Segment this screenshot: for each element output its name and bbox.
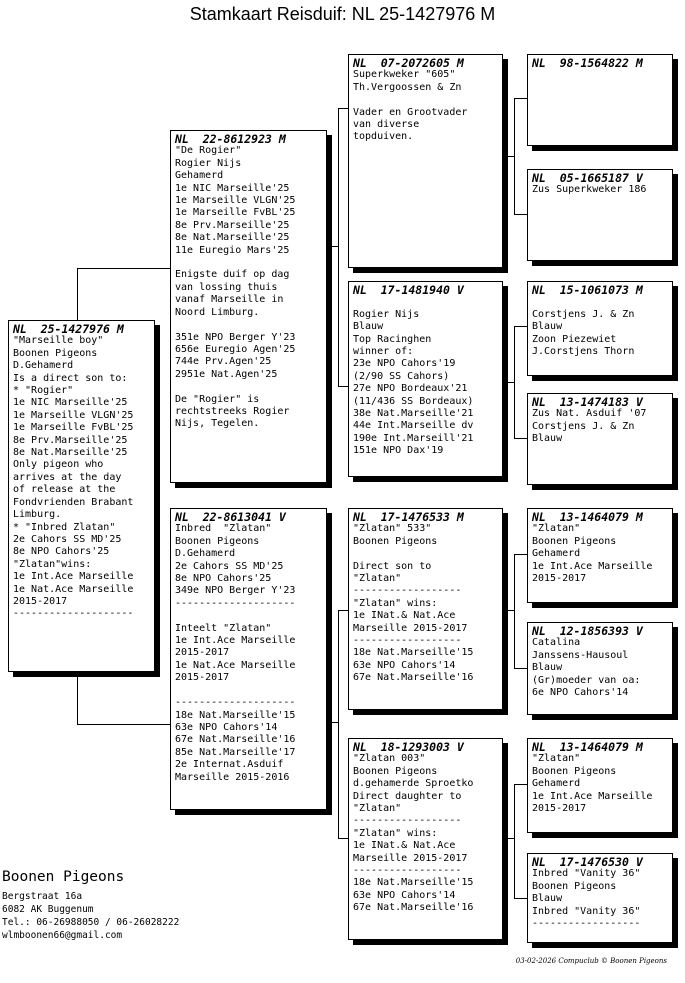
- connector-line: [514, 668, 527, 669]
- connector-line: [514, 784, 527, 785]
- ring-number: NL 05-1665187 V: [532, 171, 643, 185]
- ring-number: NL 12-1856393 V: [532, 624, 643, 638]
- ring-number: NL 13-1474183 V: [532, 395, 643, 409]
- pigeon-details: "Zlatan" 533" Boonen Pigeons Direct son to "Zlatan" ------------------ "Zlatan" wins: 1e INat.& Nat.Ace Marseille 2015-2017 ------------------ 18e Nat.Marseille'15 63e NPO Cahors'14 67e Nat.Marseille'16: [353, 523, 474, 684]
- ring-number: NL 13-1464079 M: [532, 510, 643, 524]
- pigeon-details: Zus Superkweker 186: [532, 184, 647, 196]
- connector-line: [77, 672, 78, 724]
- connector-line: [514, 554, 515, 668]
- pigeon-details: Corstjens J. & Zn Blauw Zoon Piezewiet J.Corstjens Thorn: [532, 308, 635, 358]
- great-grandparent-card: [527, 738, 673, 833]
- print-stamp: 03-02-2026 Compuclub © Boonen Pigeons: [515, 957, 667, 965]
- mother-card: [170, 508, 327, 810]
- connector-line: [77, 724, 170, 725]
- ring-number: NL 18-1293003 V: [353, 740, 464, 754]
- address-city: 6082 AK Buggenum: [2, 904, 94, 915]
- connector-line: [327, 722, 338, 723]
- grandmother-maternal-card: [348, 738, 503, 940]
- pigeon-details: "Marseille boy" Boonen Pigeons D.Gehamerd Is a direct son to: * "Rogier" 1e NIC Marseille'25 1e Marseille VLGN'25 1e Marseille FvBL'25 8e Prv.Marseille'25 8e Nat.Marseille'25 Only pigeon who arrives at the day of release at the Fondvrienden Brabant Limburg. * "Inbred Zlatan" 2e Cahors SS MD'25 8e NPO Cahors'25 "Zlatan"wins: 1e Int.Ace Marseille 1e Nat.Ace Marseille 2015-2017 --------------------: [13, 335, 134, 620]
- ring-number: NL 25-1427976 M: [13, 322, 124, 336]
- page-title: Stamkaart Reisduif: NL 25-1427976 M: [189, 4, 496, 24]
- ring-number: NL 17-1481940 V: [353, 283, 464, 297]
- address-street: Bergstraat 16a: [2, 891, 83, 902]
- breeder-name: Boonen Pigeons: [2, 869, 125, 885]
- great-grandparent-card: [527, 853, 673, 943]
- connector-line: [338, 108, 348, 109]
- connector-line: [514, 98, 515, 214]
- connector-line: [514, 98, 527, 99]
- pigeon-details: Zus Nat. Asduif '07 Corstjens J. & Zn Blauw: [532, 408, 647, 445]
- connector-line: [514, 326, 527, 327]
- pigeon-details: Inbred "Zlatan" Boonen Pigeons D.Gehamerd 2e Cahors SS MD'25 8e NPO Cahors'25 349e NPO Berger Y'23 -------------------- Inteelt "Zlatan" 1e Int.Ace Marseille 2015-2017 1e Nat.Ace Marseille 2015-2017 -------------------- 18e Nat.Marseille'15 63e NPO Cahors'14 67e Nat.Marseille'16 85e Nat.Marseille'17 2e Internat.Asduif Marseille 2015-2016: [175, 523, 296, 783]
- connector-line: [77, 268, 78, 320]
- great-grandparent-card: [527, 281, 673, 376]
- connector-line: [503, 156, 514, 157]
- connector-line: [338, 838, 348, 839]
- connector-line: [503, 382, 514, 383]
- pigeon-details: "Zlatan 003" Boonen Pigeons d.gehamerde Sproetko Direct daughter to "Zlatan" ------------------ "Zlatan" wins: 1e INat.& Nat.Ace Marseille 2015-2017 ------------------ 18e Nat.Marseille'15 63e NPO Cahors'14 67e Nat.Marseille'16: [353, 753, 474, 914]
- pigeon-details: Inbred "Vanity 36" Boonen Pigeons Blauw Inbred "Vanity 36" ------------------: [532, 868, 641, 930]
- breeder-address: [2, 890, 179, 942]
- ring-number: NL 13-1464079 M: [532, 740, 643, 754]
- grandfather-maternal-card: [348, 508, 503, 710]
- connector-line: [503, 610, 514, 611]
- great-grandparent-card: [527, 393, 673, 485]
- connector-line: [514, 214, 527, 215]
- connector-line: [514, 326, 515, 438]
- ring-number: NL 22-8612923 M: [175, 132, 286, 146]
- pigeon-details: "Zlatan" Boonen Pigeons Gehamerd 1e Int.Ace Marseille 2015-2017: [532, 753, 653, 815]
- ring-number: NL 17-1476530 V: [532, 855, 643, 869]
- great-grandparent-card: [527, 622, 673, 715]
- connector-line: [327, 246, 338, 247]
- connector-line: [338, 610, 339, 838]
- address-email[interactable]: wlmboonen66@gmail.com: [2, 930, 123, 941]
- connector-line: [338, 610, 348, 611]
- pigeon-details: "Zlatan" Boonen Pigeons Gehamerd 1e Int.Ace Marseille 2015-2017: [532, 523, 653, 585]
- grandfather-paternal-card: [348, 54, 503, 268]
- connector-line: [338, 108, 339, 386]
- connector-line: [514, 554, 527, 555]
- connector-line: [514, 784, 515, 898]
- pigeon-details: "De Rogier" Rogier Nijs Gehamerd 1e NIC Marseille'25 1e Marseille VLGN'25 1e Marseille FvBL'25 8e Prv.Marseille'25 8e Nat.Marseille'25 11e Euregio Mars'25 Enigste duif op dag van lossing thuis vanaf Marseille in Noord Limburg. 351e NPO Berger Y'23 656e Euregio Agen'25 744e Prv.Agen'25 2951e Nat.Agen'25 De "Rogier" is rechtstreeks Rogier Nijs, Tegelen.: [175, 145, 296, 430]
- great-grandparent-card: [527, 54, 673, 146]
- pigeon-details: Superkweker "605" Th.Vergoossen & Zn Vader en Grootvader van diverse topduiven.: [353, 69, 468, 143]
- grandmother-paternal-card: [348, 281, 503, 477]
- connector-line: [514, 438, 527, 439]
- connector-line: [77, 268, 170, 269]
- ring-number: NL 98-1564822 M: [532, 56, 643, 70]
- father-card: [170, 130, 327, 483]
- great-grandparent-card: [527, 169, 673, 261]
- connector-line: [338, 386, 348, 387]
- connector-line: [514, 898, 527, 899]
- ring-number: NL 17-1476533 M: [353, 510, 464, 524]
- ring-number: NL 22-8613041 V: [175, 510, 286, 524]
- great-grandparent-card: [527, 508, 673, 603]
- pigeon-details: Rogier Nijs Blauw Top Racinghen winner of: 23e NPO Cahors'19 (2/90 SS Cahors) 27e NPO Bordeaux'21 (11/436 SS Bordeaux) 38e Nat.Marseille'21 44e Int.Marseille dv 190e Int.Marseill'21 151e NPO Dax'19: [353, 308, 474, 457]
- ring-number: NL 15-1061073 M: [532, 283, 643, 297]
- address-phone: Tel.: 06-26988050 / 06-26028222: [2, 917, 180, 928]
- pigeon-details: Catalina Janssens-Hausoul Blauw (Gr)moeder van oa: 6e NPO Cahors'14: [532, 637, 641, 699]
- connector-line: [503, 838, 514, 839]
- subject-pigeon-card: [8, 320, 155, 672]
- ring-number: NL 07-2072605 M: [353, 56, 464, 70]
